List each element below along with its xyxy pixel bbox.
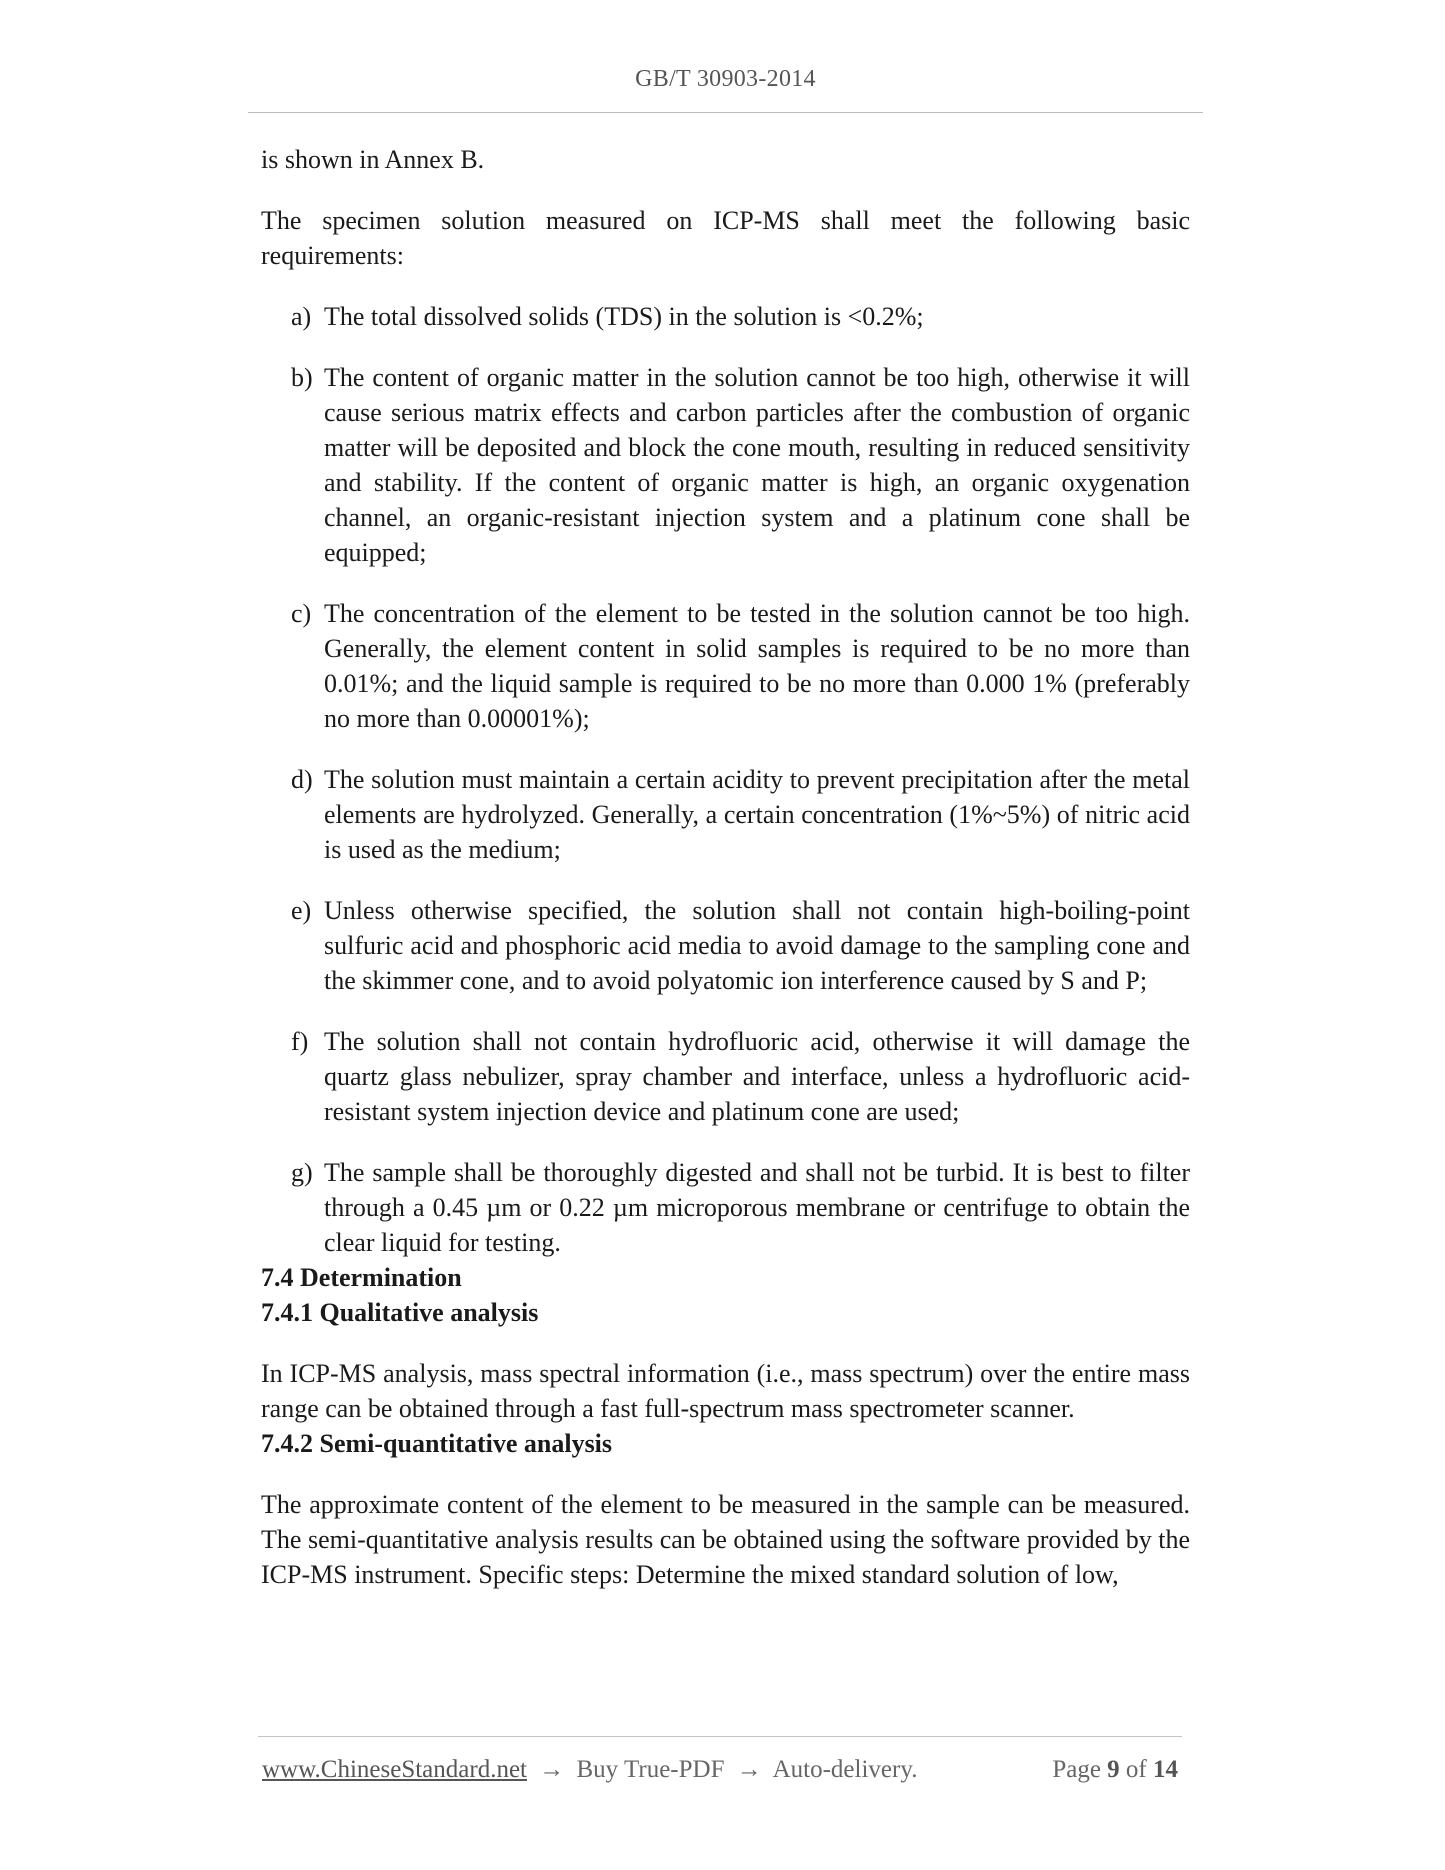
list-item	[261, 762, 1190, 867]
page-footer	[262, 1756, 1182, 1784]
section-heading-qualitative: 7.4.1 Qualitative analysis	[261, 1298, 539, 1327]
list-marker: a)	[291, 302, 312, 331]
document-body	[261, 142, 1190, 1592]
footer-divider	[258, 1736, 1182, 1737]
page-indicator	[1052, 1756, 1178, 1784]
auto-delivery-text: Auto-delivery.	[772, 1756, 918, 1783]
list-item	[261, 596, 1190, 736]
page-current-number: 9	[1107, 1756, 1120, 1783]
list-item-text: The concentration of the element to be tested in the solution cannot be too high. Generally, the element content in solid samples is required to be no more than 0.01%; and the liquid sample is required to be no more than 0.000 1% (preferably no more than 0.00001%);	[324, 599, 1190, 733]
website-link[interactable]: www.ChineseStandard.net	[262, 1756, 527, 1783]
paragraph-requirements: The specimen solution measured on ICP-MS shall meet the following basic requirements:	[261, 206, 1190, 270]
list-item	[261, 299, 1190, 334]
paragraph-semi-quantitative: The approximate content of the element to be measured in the sample can be measured. The semi-quantitative analysis results can be obtained using the software provided by the ICP-MS instrument. Specific steps: Determine the mixed standard solution of low,	[261, 1490, 1190, 1589]
list-item-text: The content of organic matter in the solution cannot be too high, otherwise it will cause serious matrix effects and carbon particles after the combustion of organic matter will be deposited and block the cone mouth, resulting in reduced sensitivity and stability. If the content of organic matter is high, an organic oxygenation channel, an organic-resistant injection system and a platinum cone shall be equipped;	[324, 363, 1190, 567]
buy-pdf-text: Buy True-PDF	[576, 1756, 725, 1783]
list-item-text: Unless otherwise specified, the solution shall not contain high-boiling-point sulfuric acid and phosphoric acid media to avoid damage to the sampling cone and the skimmer cone, and to avoid polyatomic ion interference caused by S and P;	[324, 896, 1190, 995]
list-marker: d)	[291, 765, 313, 794]
list-item	[261, 360, 1190, 570]
list-item	[261, 1155, 1190, 1260]
page-label: Page	[1052, 1756, 1101, 1783]
paragraph-qualitative: In ICP-MS analysis, mass spectral information (i.e., mass spectrum) over the entire mass range can be obtained through a fast full-spectrum mass spectrometer scanner.	[261, 1359, 1190, 1423]
requirements-list	[261, 299, 1190, 1260]
arrow-right-icon: →	[736, 1756, 762, 1783]
list-item-text: The sample shall be thoroughly digested and shall not be turbid. It is best to filter through a 0.45 µm or 0.22 µm microporous membrane or centrifuge to obtain the clear liquid for testing.	[324, 1158, 1190, 1257]
list-marker: f)	[291, 1027, 309, 1056]
list-item-text: The solution must maintain a certain acidity to prevent precipitation after the metal elements are hydrolyzed. Generally, a certain concentration (1%~5%) of nitric acid is used as the medium;	[324, 765, 1190, 864]
list-marker: c)	[291, 599, 312, 628]
list-item-text: The total dissolved solids (TDS) in the solution is <0.2%;	[324, 302, 924, 331]
list-item-text: The solution shall not contain hydrofluoric acid, otherwise it will damage the quartz glass nebulizer, spray chamber and interface, unless a hydrofluoric acid-resistant system injection device and platinum cone are used;	[324, 1027, 1190, 1126]
paragraph-intro: is shown in Annex B.	[261, 145, 485, 174]
section-heading-semi-quantitative: 7.4.2 Semi-quantitative analysis	[261, 1429, 613, 1458]
of-label: of	[1125, 1756, 1147, 1783]
list-item	[261, 1024, 1190, 1129]
list-marker: e)	[291, 896, 312, 925]
list-item	[261, 893, 1190, 998]
header-divider	[248, 112, 1203, 113]
arrow-right-icon: →	[539, 1756, 565, 1783]
page-total-number: 14	[1153, 1756, 1178, 1783]
list-marker: g)	[291, 1158, 313, 1187]
section-heading-determination: 7.4 Determination	[261, 1263, 462, 1292]
page-header-title: GB/T 30903-2014	[635, 66, 816, 92]
list-marker: b)	[291, 363, 313, 392]
